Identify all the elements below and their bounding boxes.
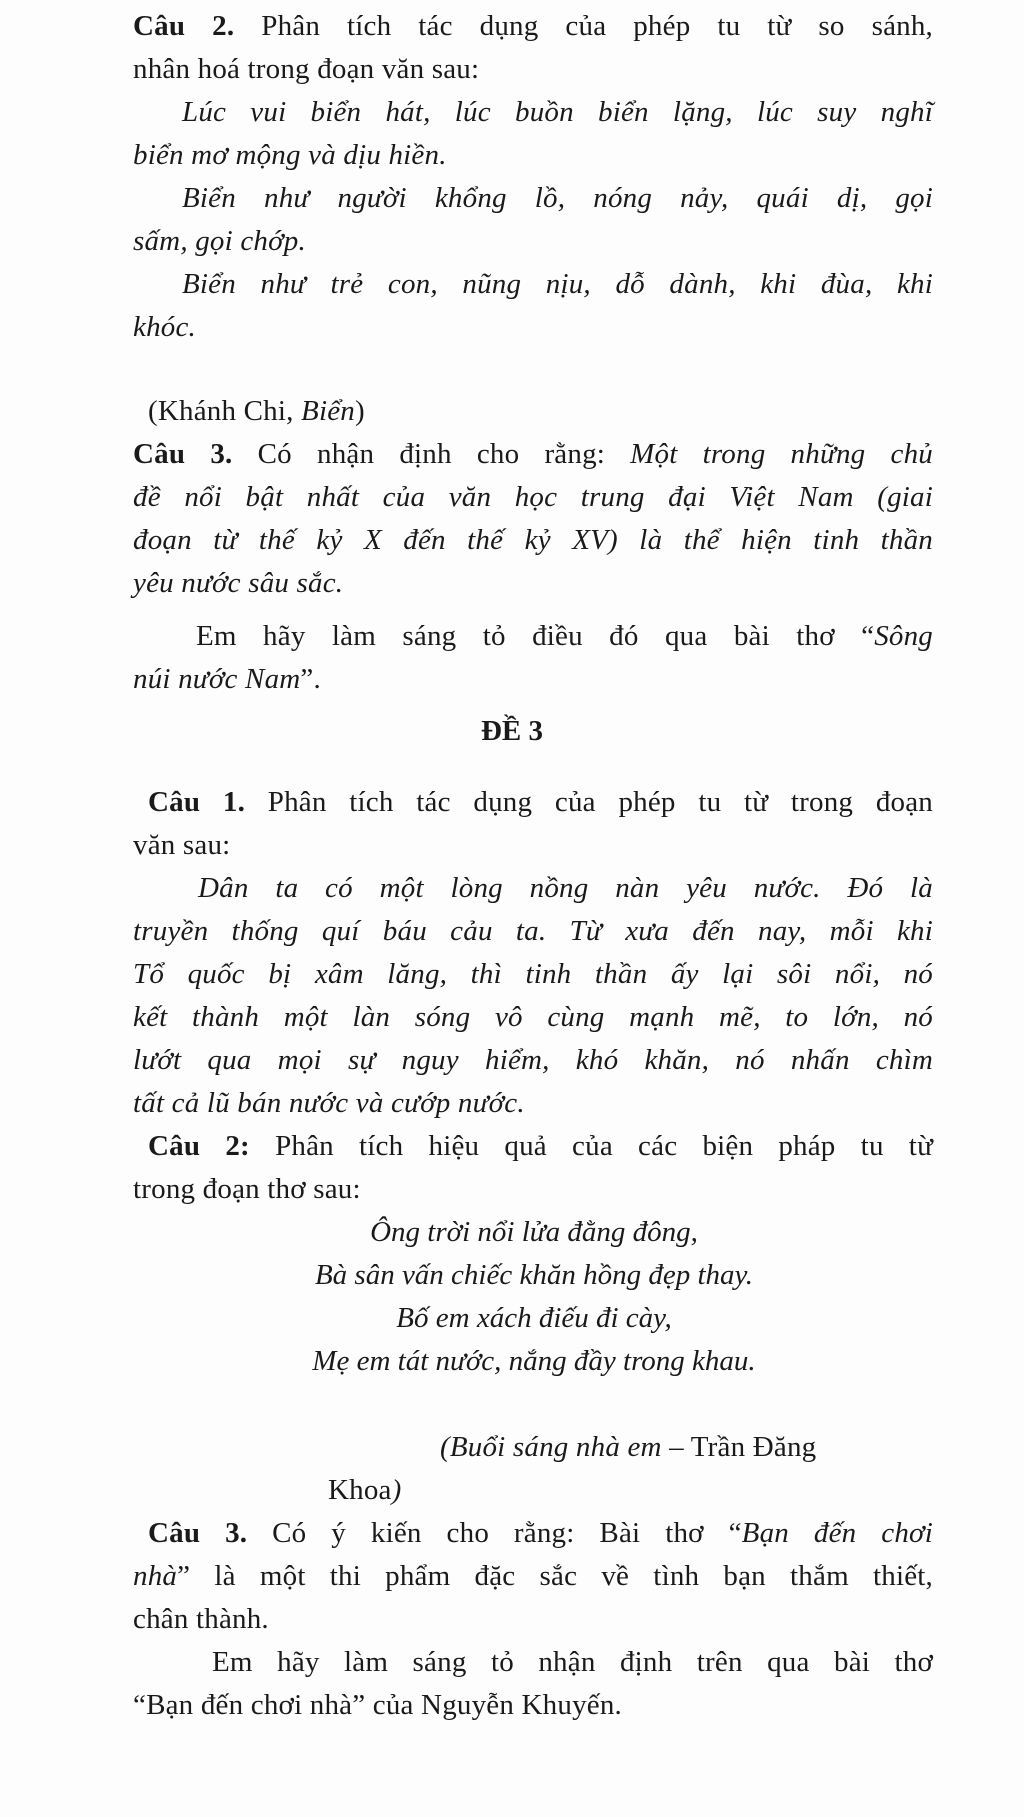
de2-cau2-prompt-line-1: [133, 6, 933, 46]
poem-title: núi nước Nam: [133, 663, 301, 695]
de2-cau3-line-5: [196, 616, 933, 656]
de2-cau3-line-1: [133, 434, 933, 474]
de2-cau3-line-4: yêu nước sâu sắc.: [133, 567, 344, 599]
poem-line-1: Ông trời nổi lửa đằng đông,: [370, 1216, 698, 1248]
poem-line-2: Bà sân vấn chiếc khăn hồng đẹp thay.: [314, 1259, 754, 1291]
de3-cau2-line-2: trong đoạn thơ sau:: [133, 1173, 361, 1205]
source-prefix: (Khánh Chi,: [148, 395, 302, 427]
de3-cau3-line-3: chân thành.: [133, 1603, 269, 1635]
poem-line-3: Bố em xách điếu đi cày,: [396, 1302, 672, 1334]
de2-cau2-prompt-line-2: nhân hoá trong đoạn văn sau:: [133, 53, 480, 85]
de2-passage-line-5: Biển như trẻ con, nũng nịu, dỗ dành, khi đùa, khi: [182, 268, 933, 300]
poem-source-author-cont: Khoa: [328, 1474, 392, 1506]
de3-cau3-line-2: [133, 1556, 933, 1596]
quote-close: ”.: [300, 663, 321, 695]
de2-passage-line-4: sấm, gọi chớp.: [133, 225, 306, 257]
de3-passage-line-1: Dân ta có một lòng nồng nàn yêu nước. Đó là: [198, 872, 933, 904]
de3-cau1-line-2: văn sau:: [133, 829, 231, 861]
question-label: Câu 2:: [148, 1130, 250, 1162]
source-title: Biển: [301, 395, 355, 427]
de2-passage-line-1: Lúc vui biển hát, lúc buồn biển lặng, lúc suy nghĩ: [182, 96, 933, 128]
de3-cau3-line-4: Em hãy làm sáng tỏ nhận định trên qua bài thơ: [212, 1646, 933, 1678]
de3-cau1-line-1: [148, 782, 933, 822]
de3-passage-line-2: truyền thống quí báu cảu ta. Từ xưa đến nay, mỗi khi: [133, 915, 933, 947]
de3-passage-line-6: tất cả lũ bán nước và cướp nước.: [133, 1087, 525, 1119]
de3-cau2-line-1: [148, 1126, 933, 1166]
de2-passage-line-6: khóc.: [133, 311, 196, 343]
poem-title: Bạn đến chơi: [741, 1517, 933, 1549]
question-text: Phân tích tác dụng của phép tu từ trong đoạn: [245, 786, 933, 818]
de3-passage-line-3: Tổ quốc bị xâm lăng, thì tinh thần ấy lại sôi nổi, nó: [133, 958, 933, 990]
section-heading-de3: ĐỀ 3: [480, 715, 544, 747]
de2-cau3-line-6: [133, 659, 321, 699]
de2-passage-source: [148, 391, 365, 431]
question-label: Câu 2.: [133, 10, 235, 42]
poem-source-close: ): [391, 1474, 402, 1506]
de3-passage-line-4: kết thành một làn sóng vô cùng mạnh mẽ, to lớn, nó: [133, 1001, 933, 1033]
source-suffix: ): [354, 395, 365, 427]
poem-title: nhà: [133, 1560, 178, 1592]
de3-cau3-line-5: “Bạn đến chơi nhà” của Nguyễn Khuyến.: [133, 1689, 622, 1721]
de3-passage-line-5: lướt qua mọi sự nguy hiểm, khó khăn, nó nhấn chìm: [133, 1044, 933, 1076]
question-text: Em hãy làm sáng tỏ điều đó qua bài thơ “: [196, 620, 875, 652]
de2-cau3-line-3: đoạn từ thế kỷ X đến thế kỷ XV) là thể hiện tinh thần: [133, 524, 933, 556]
poem-line-4: Mẹ em tát nước, nắng đầy trong khau.: [312, 1345, 756, 1377]
poem-source-author: – Trần Đăng: [661, 1431, 817, 1463]
question-label: Câu 3.: [148, 1517, 248, 1549]
question-text: Phân tích hiệu quả của các biện pháp tu từ: [249, 1130, 933, 1162]
poem-source-line-1: [440, 1427, 816, 1467]
question-text: Phân tích tác dụng của phép tu từ so sánh,: [234, 10, 933, 42]
de2-cau3-line-2: đề nổi bật nhất của văn học trung đại Việt Nam (giai: [133, 481, 933, 513]
poem-source-line-2: [328, 1470, 401, 1510]
question-text: ” là một thi phẩm đặc sắc về tình bạn thắm thiết,: [177, 1560, 933, 1592]
poem-title: Sông: [874, 620, 933, 652]
question-text: Có nhận định cho rằng:: [232, 438, 631, 470]
question-label: Câu 3.: [133, 438, 233, 470]
de2-passage-line-3: Biển như người khổng lồ, nóng nảy, quái dị, gọi: [182, 182, 933, 214]
question-text: Có ý kiến cho rằng: Bài thơ “: [247, 1517, 742, 1549]
question-label: Câu 1.: [148, 786, 246, 818]
poem-source-title: (Buổi sáng nhà em: [440, 1431, 662, 1463]
de3-cau3-line-1: [148, 1513, 933, 1553]
de2-passage-line-2: biển mơ mộng và dịu hiền.: [133, 139, 447, 171]
question-quote: Một trong những chủ: [630, 438, 933, 470]
